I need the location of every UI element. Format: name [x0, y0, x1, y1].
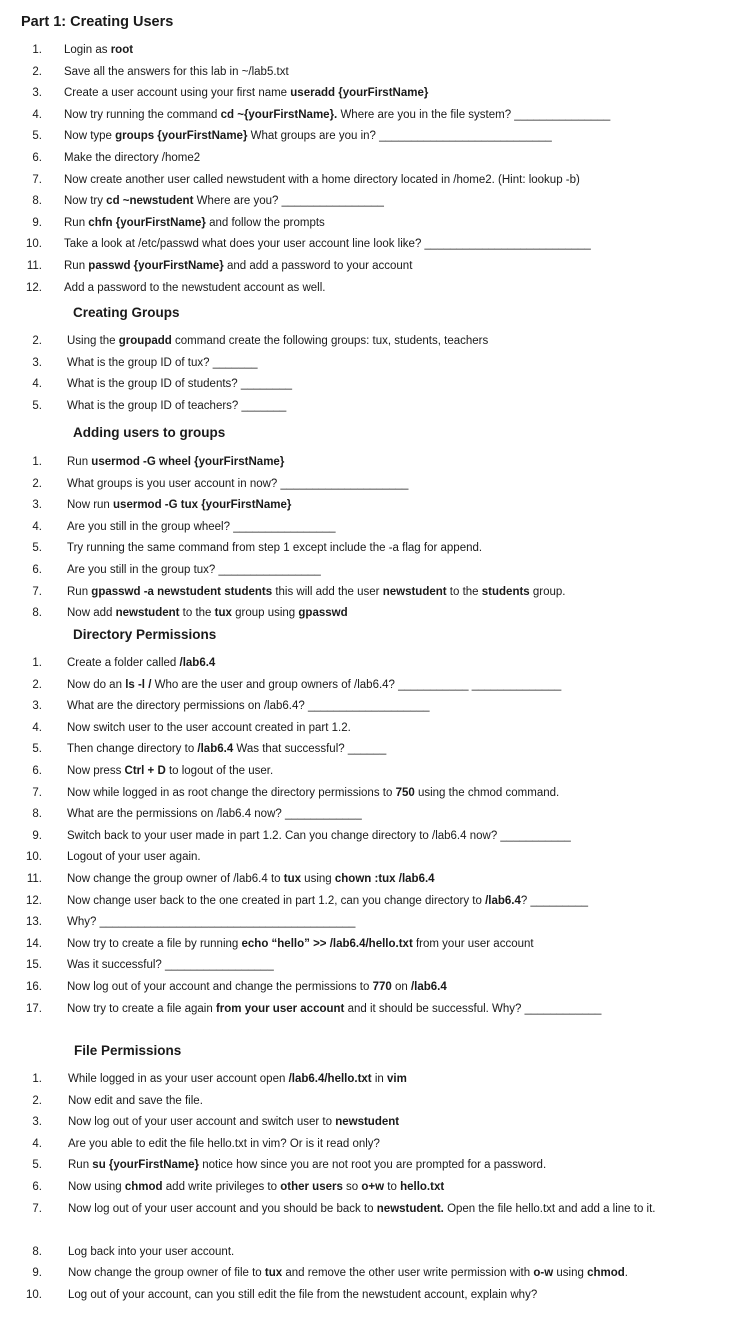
item-text: Now try to create a file by running echo “hello” >> /lab6.4/hello.txt from your user account	[67, 937, 534, 950]
item-text: Login as root	[64, 44, 134, 56]
item-text: Log out of your account, can you still edit the file from the newstudent account, explain why?	[68, 1288, 538, 1301]
item-number: 6.	[32, 1180, 42, 1193]
item-text: Save all the answers for this lab in ~/lab5.txt	[64, 65, 289, 78]
item-text: Now change the group owner of file to tux and remove the other user write permission with o-w using chmod.	[68, 1267, 628, 1280]
item-text: Now add newstudent to the tux group using gpasswd	[67, 607, 348, 620]
item-text: Now run usermod -G tux {yourFirstName}	[67, 499, 292, 512]
item-number: 4.	[32, 378, 42, 391]
item-text: Try running the same command from step 1 except include the -a flag for append.	[67, 542, 483, 555]
item-number: 8.	[32, 607, 42, 620]
item-number: 10.	[26, 238, 42, 251]
file-permissions-heading: File Permissions	[74, 1043, 182, 1058]
directory-permissions-heading: Directory Permissions	[73, 627, 217, 642]
item-number: 5.	[32, 743, 42, 756]
item-number: 8.	[32, 195, 42, 208]
item-number: 10.	[26, 851, 42, 864]
item-number: 16.	[26, 980, 42, 993]
item-number: 4.	[32, 1137, 42, 1150]
item-number: 2.	[32, 678, 42, 691]
item-text: Logout of your user again.	[67, 851, 201, 864]
item-number: 12.	[26, 281, 42, 294]
item-number: 6.	[32, 563, 42, 576]
item-number: 9.	[32, 216, 42, 229]
item-number: 1.	[32, 657, 42, 669]
item-text: While logged in as your user account open /lab6.4/hello.txt in vim	[68, 1073, 407, 1085]
item-number: 15.	[26, 959, 42, 972]
item-number: 4.	[32, 108, 42, 121]
item-text: Now switch user to the user account created in part 1.2.	[67, 721, 351, 734]
item-number: 4.	[32, 721, 42, 734]
item-number: 5.	[32, 399, 42, 412]
item-number: 11.	[26, 872, 42, 885]
item-number: 1.	[32, 44, 42, 56]
item-number: 3.	[32, 700, 42, 713]
item-text: Run usermod -G wheel {yourFirstName}	[67, 456, 285, 468]
item-number: 1.	[32, 456, 42, 468]
item-text: Create a user account using your first name useradd {yourFirstName}	[64, 87, 429, 100]
item-number: 5.	[32, 542, 42, 555]
item-number: 2.	[32, 65, 42, 78]
item-text: Add a password to the newstudent account as well.	[64, 281, 326, 294]
item-number: 3.	[32, 356, 42, 369]
item-number: 17.	[26, 1002, 42, 1015]
item-text: Run su {yourFirstName} notice how since you are not root you are prompted for a password.	[68, 1159, 547, 1172]
item-text: Now press Ctrl + D to logout of the user.	[67, 764, 274, 777]
item-number: 3.	[32, 1116, 42, 1129]
item-number: 8.	[32, 808, 42, 821]
item-text: Run chfn {yourFirstName} and follow the prompts	[64, 216, 325, 229]
item-number: 2.	[32, 1094, 42, 1107]
item-text: Was it successful? _________________	[67, 959, 274, 972]
adding-users-heading: Adding users to groups	[73, 425, 226, 440]
item-text: Now change the group owner of /lab6.4 to tux using chown :tux /lab6.4	[67, 872, 435, 885]
item-number: 4.	[32, 520, 42, 533]
item-text: What is the group ID of tux? _______	[67, 356, 258, 369]
item-text: Now change user back to the one created in part 1.2, can you change directory to /lab6.4? _________	[67, 894, 589, 907]
item-number: 7.	[32, 585, 42, 598]
item-text: What groups is you user account in now? ____________________	[67, 477, 409, 490]
item-text: Now log out of your account and change the permissions to 770 on /lab6.4	[67, 980, 447, 993]
item-text: Then change directory to /lab6.4 Was that successful? ______	[67, 743, 387, 756]
item-text: Take a look at /etc/passwd what does your user account line look like? __________________________	[64, 238, 591, 251]
item-text: Now edit and save the file.	[68, 1094, 203, 1107]
item-text: Now try to create a file again from your user account and it should be successful. Why? ____________	[67, 1002, 602, 1015]
item-number: 7.	[32, 173, 42, 186]
item-text: Switch back to your user made in part 1.2. Can you change directory to /lab6.4 now? ___________	[67, 829, 571, 842]
item-number: 3.	[32, 87, 42, 100]
item-text: Now type groups {yourFirstName} What groups are you in? ___________________________	[64, 130, 552, 143]
item-number: 7.	[32, 786, 42, 799]
item-number: 1.	[32, 1073, 42, 1085]
item-number: 6.	[32, 764, 42, 777]
item-text: Using the groupadd command create the following groups: tux, students, teachers	[67, 335, 489, 347]
item-text: What is the group ID of teachers? _______	[67, 399, 287, 412]
item-text: Are you still in the group wheel? ________________	[67, 520, 336, 533]
item-text: Create a folder called /lab6.4	[67, 657, 216, 669]
item-number: 7.	[32, 1202, 42, 1215]
item-number: 8.	[32, 1245, 42, 1258]
item-text: Now log out of your user account and switch user to newstudent	[68, 1116, 400, 1129]
item-text: Now try cd ~newstudent Where are you? ________________	[64, 195, 384, 208]
item-text: What are the permissions on /lab6.4 now? ____________	[67, 808, 362, 821]
item-number: 6.	[32, 151, 42, 164]
item-number: 9.	[32, 829, 42, 842]
item-number: 5.	[32, 1159, 42, 1172]
item-number: 3.	[32, 499, 42, 512]
item-number: 14.	[26, 937, 42, 950]
item-text: Now do an ls -l / Who are the user and group owners of /lab6.4? ___________ ______________	[67, 678, 562, 691]
item-text: What is the group ID of students? ________	[67, 378, 293, 391]
item-text: Are you still in the group tux? ________________	[67, 563, 321, 576]
creating-groups-heading: Creating Groups	[73, 305, 180, 320]
item-text: Now using chmod add write privileges to other users so o+w to hello.txt	[68, 1180, 445, 1193]
item-number: 12.	[26, 894, 42, 907]
item-text: Now while logged in as root change the directory permissions to 750 using the chmod command.	[67, 786, 560, 799]
item-text: Run passwd {yourFirstName} and add a password to your account	[64, 259, 413, 272]
item-text: Make the directory /home2	[64, 151, 201, 164]
page-title: Part 1: Creating Users	[21, 14, 174, 30]
item-number: 2.	[32, 477, 42, 490]
item-text: Now create another user called newstudent with a home directory located in /home2. (Hint: lookup -b)	[64, 173, 580, 186]
item-text: Run gpasswd -a newstudent students this will add the user newstudent to the students group.	[67, 585, 566, 598]
item-text: What are the directory permissions on /lab6.4? ___________________	[67, 700, 430, 713]
item-text: Now log out of your user account and you should be back to newstudent. Open the file hello.txt and add a line to it.	[68, 1202, 656, 1215]
item-text: Are you able to edit the file hello.txt in vim? Or is it read only?	[68, 1137, 380, 1150]
item-number: 10.	[26, 1288, 42, 1301]
item-number: 9.	[32, 1267, 42, 1280]
item-number: 2.	[32, 335, 42, 347]
item-text: Log back into your user account.	[68, 1245, 235, 1258]
item-number: 5.	[32, 130, 42, 143]
item-text: Now try running the command cd ~{yourFirstName}. Where are you in the file system? _______________	[64, 108, 611, 121]
item-number: 11.	[26, 259, 42, 272]
item-text: Why? ________________________________________	[67, 916, 356, 929]
item-number: 13.	[26, 916, 42, 929]
